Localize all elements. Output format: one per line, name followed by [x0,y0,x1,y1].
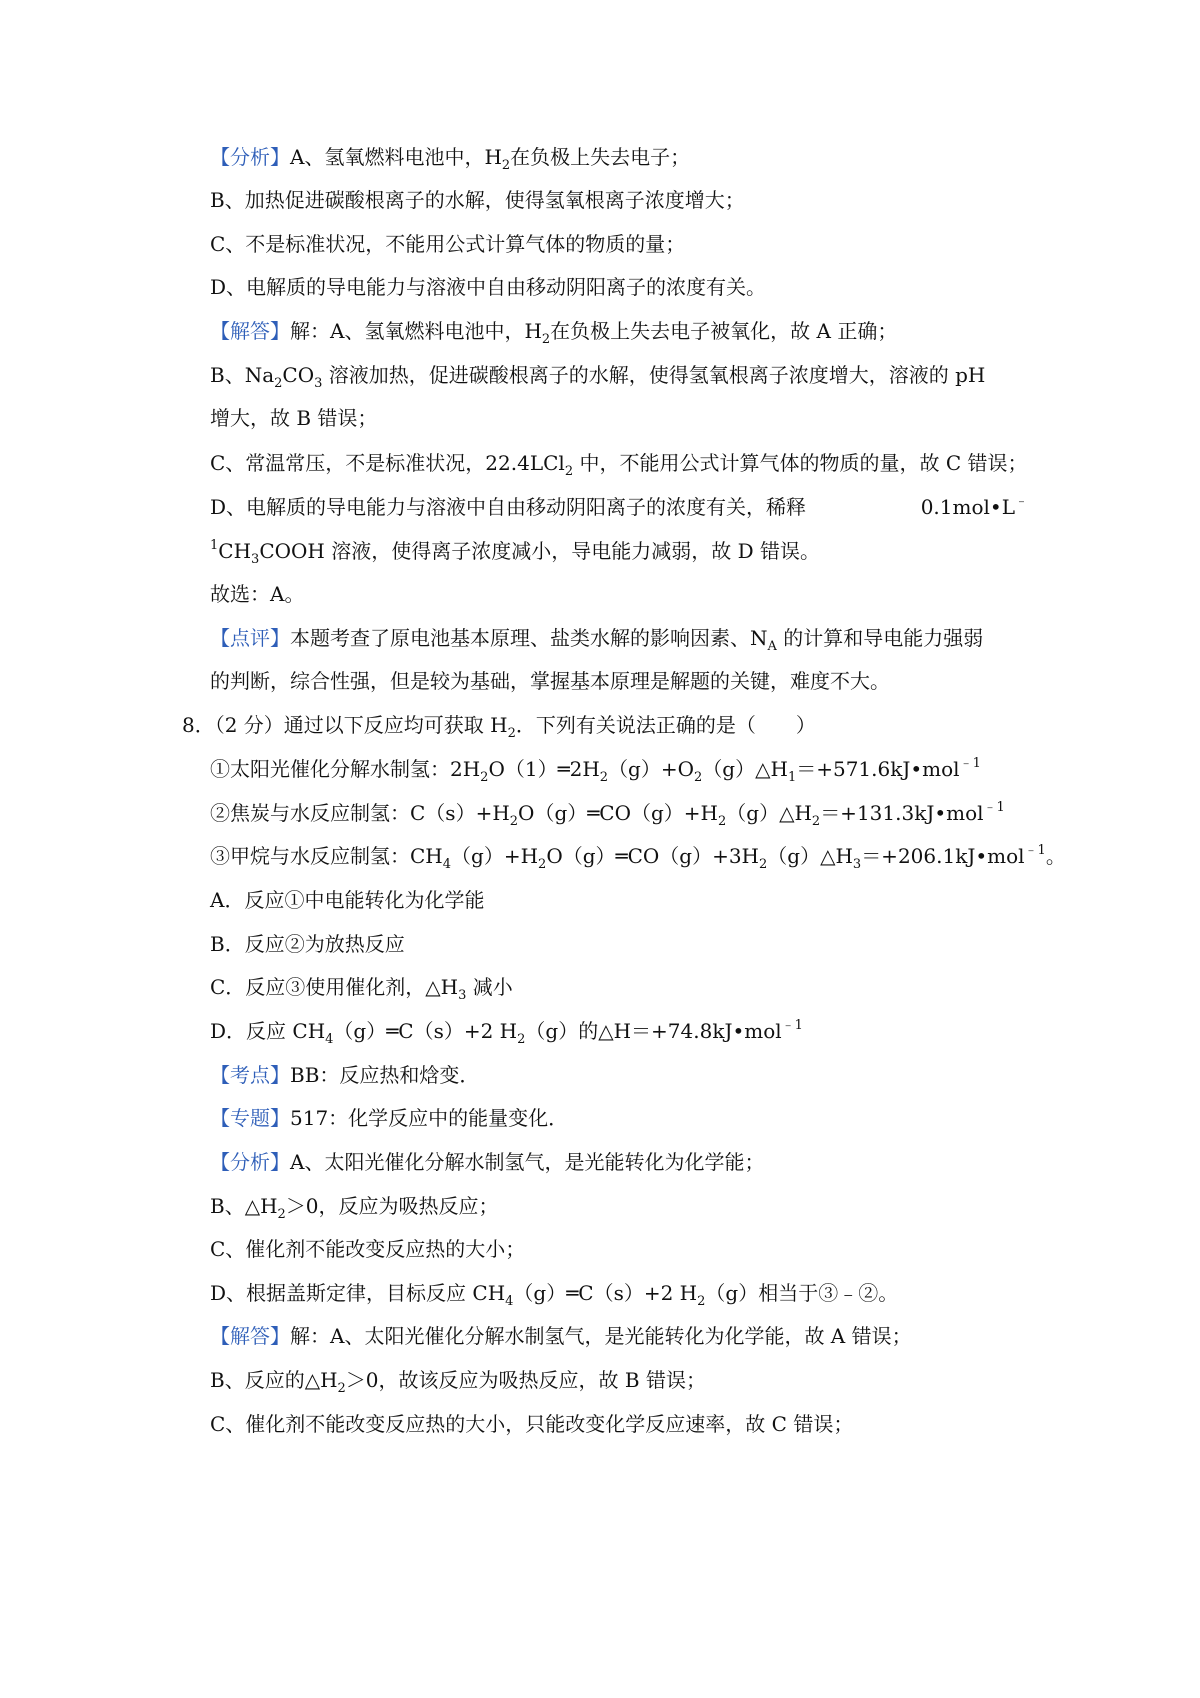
text: （g）相当于③﹣②。 [705,1281,899,1305]
text: （g）═C（s）+2 H [513,1281,698,1305]
text: 517：化学反应中的能量变化． [290,1106,569,1130]
subscript: 4 [325,1032,334,1047]
text: 在负极上失去电子； [510,145,691,169]
text: D、根据盖斯定律，目标反应 CH [210,1281,506,1305]
subscript: 3 [314,376,323,391]
q7-answer-c [210,449,1027,477]
subscript: 2 [541,332,551,347]
text: ＝+131.3kJ•mol [820,801,984,825]
subscript: 2 [599,770,609,785]
text: D、电解质的导电能力与溶液中自由移动阴阳离子的浓度有关，稀释 [210,495,807,519]
q8-option-c [210,973,513,1001]
q8-option-a: A．反应①中电能转化为化学能 [210,888,485,912]
analysis-tag: 【分析】 [210,145,290,169]
q7-answer-choice: 故选：A。 [210,582,305,606]
q8-stem [182,711,816,739]
subscript: 2 [538,857,547,872]
subscript: 2 [509,814,519,829]
text: 解：A、太阳光催化分解水制氢气，是光能转化为化学能，故 A 错误； [290,1324,912,1348]
text: A、太阳光催化分解水制氢气，是光能转化为化学能； [290,1150,765,1174]
text: 解：A、氢氧燃料电池中，H [290,319,542,343]
text: （g）的△H＝+74.8kJ•mol [525,1019,782,1043]
q8-reaction-1 [210,755,981,783]
subscript: 2 [480,770,489,785]
text: A、氢氧燃料电池中，H [290,145,502,169]
answer-tag: 【解答】 [210,1324,290,1348]
subscript: 2 [517,1032,526,1047]
superscript: ﹣1 [1024,843,1046,858]
text-group [921,493,1028,521]
q7-answer-d1 [210,493,1028,521]
q8-answer-a [210,1322,912,1350]
text: BB：反应热和焓变． [290,1063,480,1087]
text: COOH 溶液，使得离子浓度减小，导电能力减弱，故 D 错误。 [259,539,820,563]
text: （g）+H [451,844,539,868]
subscript: 1 [787,770,797,785]
q8-analysis-b [210,1192,499,1220]
q8-reaction-3 [210,842,1066,870]
q8-answer-b [210,1366,706,1394]
q7-analysis-c: C、不是标准状况，不能用公式计算气体的物质的量； [210,232,686,256]
subscript: 2 [564,464,574,479]
text: CH [218,539,252,563]
text: O（g）═CO（g）+3H [546,844,759,868]
text: B、Na [210,363,275,387]
text: （g）△H [726,801,812,825]
subscript: 2 [697,1294,706,1309]
text: 8．（2 分）通过以下反应均可获取 H [182,713,508,737]
subscript: 3 [458,988,467,1003]
text: B、反应的△H [210,1368,338,1392]
subscript: 3 [852,857,862,872]
text: ②焦炭与水反应制氢：C（s）+H [210,801,510,825]
q8-reaction-2 [210,799,1005,827]
q7-comment-l2: 的判断，综合性强，但是较为基础，掌握基本原理是解题的关键，难度不大。 [210,669,890,693]
q7-answer-d2 [210,537,820,565]
q7-analysis-a [210,143,690,171]
zhuanti-tag: 【专题】 [210,1106,290,1130]
text: （g）+O [608,757,695,781]
q8-analysis-a [210,1148,764,1176]
text: O（1）═2H [488,757,600,781]
q8-analysis-c: C、催化剂不能改变反应热的大小； [210,1237,526,1261]
kaodian-tag: 【考点】 [210,1063,290,1087]
q7-answer-a [210,317,897,345]
text: D．反应 CH [210,1019,326,1043]
text: ①太阳光催化分解水制氢：2H [210,757,481,781]
subscript: 2 [277,1207,286,1222]
answer-tag: 【解答】 [210,319,290,343]
text: ．下列有关说法正确的是（ ） [515,713,816,737]
superscript: ﹣1 [983,800,1005,815]
q7-answer-b2: 增大，故 B 错误； [210,406,378,430]
text: ③甲烷与水反应制氢：CH [210,844,443,868]
text: 。 [1045,844,1066,868]
q8-zhuanti [210,1104,568,1132]
text: O（g）═CO（g）+H [518,801,718,825]
comment-tag: 【点评】 [210,626,290,650]
text: CO [282,363,315,387]
superscript: ﹣1 [959,756,981,771]
text: B、△H [210,1194,278,1218]
subscript: 2 [718,814,727,829]
q7-comment-l1 [210,624,983,652]
superscript: 1 [210,538,219,553]
text: 在负极上失去电子被氧化，故 A 正确； [550,319,898,343]
text: （g）△H [702,757,788,781]
text: C．反应③使用催化剂，△H [210,975,459,999]
q8-answer-c: C、催化剂不能改变反应热的大小，只能改变化学反应速率，故 C 错误； [210,1412,854,1436]
subscript: 3 [251,552,260,567]
text: 本题考查了原电池基本原理、盐类水解的影响因素、N [290,626,768,650]
q8-option-b: B．反应②为放热反应 [210,932,405,956]
q7-analysis-b: B、加热促进碳酸根离子的水解，使得氢氧根离子浓度增大； [210,188,745,212]
q7-answer-b1 [210,361,985,389]
text: 减小 [466,975,513,999]
superscript: ﹣ [1014,494,1028,509]
text: 0.1mol•L [920,495,1015,519]
subscript: 2 [501,158,511,173]
text: 溶液加热，促进碳酸根离子的水解，使得氢氧根离子浓度增大，溶液的 pH [322,363,986,387]
subscript: 2 [507,726,516,741]
q7-analysis-d: D、电解质的导电能力与溶液中自由移动阴阳离子的浓度有关。 [210,275,767,299]
subscript: 2 [274,376,283,391]
analysis-tag: 【分析】 [210,1150,290,1174]
text: ＝+206.1kJ•mol [861,844,1025,868]
subscript: 2 [811,814,821,829]
text: 的计算和导电能力强弱 [776,626,984,650]
text: 中，不能用公式计算气体的物质的量，故 C 错误； [573,451,1028,475]
text: ＝+571.6kJ•mol [796,757,960,781]
q8-option-d [210,1017,803,1045]
subscript: 2 [694,770,703,785]
subscript: 2 [759,857,768,872]
text: C、常温常压，不是标准状况，22.4LCl [210,451,565,475]
subscript: 4 [505,1294,514,1309]
text: （g）═C（s）+2 H [333,1019,518,1043]
text: ＞0，反应为吸热反应； [285,1194,499,1218]
q8-analysis-d [210,1279,898,1307]
subscript: 2 [337,1381,346,1396]
q8-kaodian [210,1061,479,1089]
text: （g）△H [767,844,853,868]
subscript: A [767,639,777,654]
subscript: 4 [442,857,452,872]
text: ＞0，故该反应为吸热反应，故 B 错误； [345,1368,706,1392]
superscript: ﹣1 [781,1018,803,1033]
